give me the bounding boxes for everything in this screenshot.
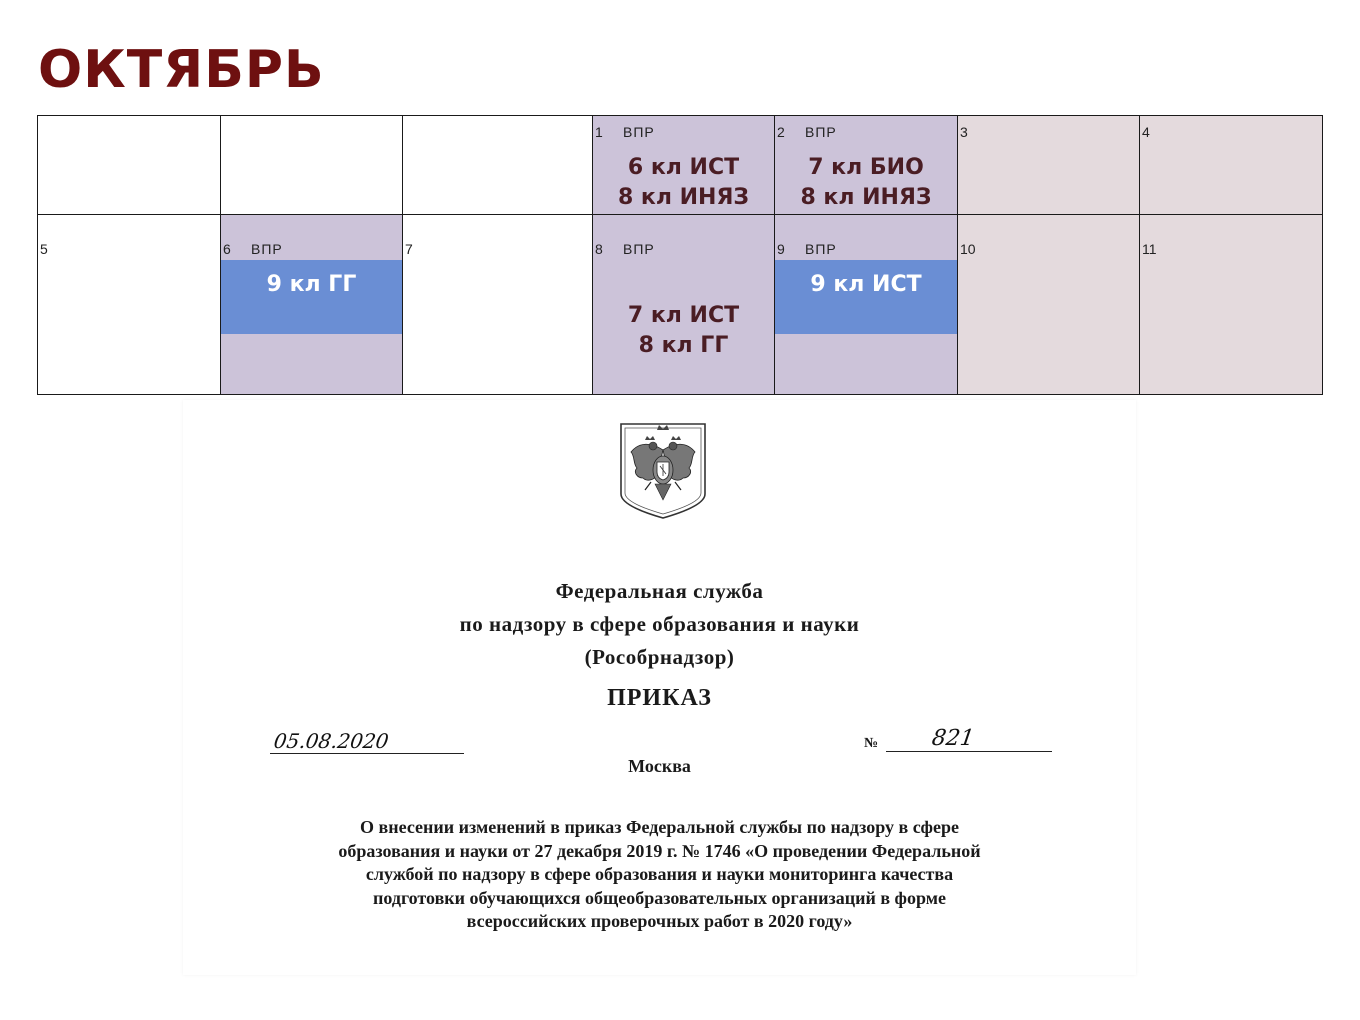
calendar-cell	[37, 115, 221, 215]
calendar-cell	[220, 115, 403, 215]
organization-name	[183, 575, 1136, 674]
vpr-label: ВПР	[805, 241, 837, 257]
handwritten-date: 05.08.2020	[272, 729, 391, 753]
calendar-grid	[37, 115, 1323, 395]
number-sign: №	[864, 736, 879, 751]
calendar-cell	[402, 115, 593, 215]
exam-item: 8 кл ИНЯЗ	[800, 185, 932, 210]
exam-item: 9 кл ИСТ	[810, 272, 922, 297]
org-line: (Рособрнадзор)	[584, 645, 735, 669]
exam-item: 7 кл ИСТ	[627, 303, 740, 328]
day-number: 3	[960, 124, 968, 140]
subject-line: О внесении изменений в приказ Федеральной службы по надзору в сфере	[360, 817, 959, 837]
calendar-cell-oct-4	[1139, 115, 1323, 215]
calendar-cell-oct-7	[402, 214, 593, 395]
calendar-cell-oct-1	[592, 115, 775, 215]
subject-line: образования и науки от 27 декабря 2019 г. № 1746 «О проведении Федеральной	[338, 840, 981, 861]
coat-of-arms-icon	[615, 420, 711, 520]
exam-item: 6 кл ИСТ	[627, 155, 740, 180]
org-line: Федеральная служба	[555, 579, 764, 603]
calendar-cell-oct-9	[774, 214, 958, 395]
day-number: 7	[405, 241, 413, 257]
exam-highlight-band	[221, 260, 402, 334]
order-subject	[183, 816, 1136, 934]
day-number: 2	[777, 124, 785, 140]
scanned-order-document	[183, 400, 1136, 975]
day-number: 5	[40, 241, 48, 257]
month-title: ОКТЯБРЬ	[38, 40, 325, 100]
exam-list	[775, 153, 957, 213]
calendar-cell-oct-10	[957, 214, 1140, 395]
calendar-cell-oct-11	[1139, 214, 1323, 395]
exam-highlight-band	[775, 260, 957, 334]
calendar-cell-oct-6	[220, 214, 403, 395]
calendar-cell-oct-3	[957, 115, 1140, 215]
vpr-label: ВПР	[805, 124, 837, 140]
org-line: по надзору в сфере образования и науки	[459, 612, 860, 636]
vpr-label: ВПР	[251, 241, 283, 257]
day-number: 11	[1142, 241, 1157, 257]
vpr-label: ВПР	[623, 124, 655, 140]
exam-item: 7 кл БИО	[808, 155, 924, 180]
day-number: 4	[1142, 124, 1150, 140]
subject-line: службой по надзору в сфере образования и науки мониторинга качества	[365, 864, 954, 884]
exam-item: 8 кл ГГ	[638, 333, 729, 358]
day-number: 1	[595, 124, 603, 140]
day-number: 10	[960, 241, 976, 257]
exam-item: 9 кл ГГ	[266, 272, 357, 297]
day-number: 6	[223, 241, 231, 257]
subject-line: всероссийских проверочных работ в 2020 году»	[466, 911, 853, 931]
calendar-cell-oct-5	[37, 214, 221, 395]
subject-line: подготовки обучающихся общеобразовательных организаций в форме	[372, 887, 946, 908]
exam-list	[593, 301, 774, 361]
document-type: ПРИКАЗ	[607, 685, 712, 711]
calendar-cell-oct-8	[592, 214, 775, 395]
day-number: 8	[595, 241, 603, 257]
calendar-cell-oct-2	[774, 115, 958, 215]
exam-item: 8 кл ИНЯЗ	[617, 185, 750, 210]
vpr-label: ВПР	[623, 241, 655, 257]
handwritten-number: 821	[930, 726, 976, 751]
number-field	[886, 726, 1052, 752]
date-field	[270, 729, 464, 754]
exam-list	[593, 153, 774, 213]
city-name: Москва	[628, 756, 691, 776]
day-number: 9	[777, 241, 785, 257]
